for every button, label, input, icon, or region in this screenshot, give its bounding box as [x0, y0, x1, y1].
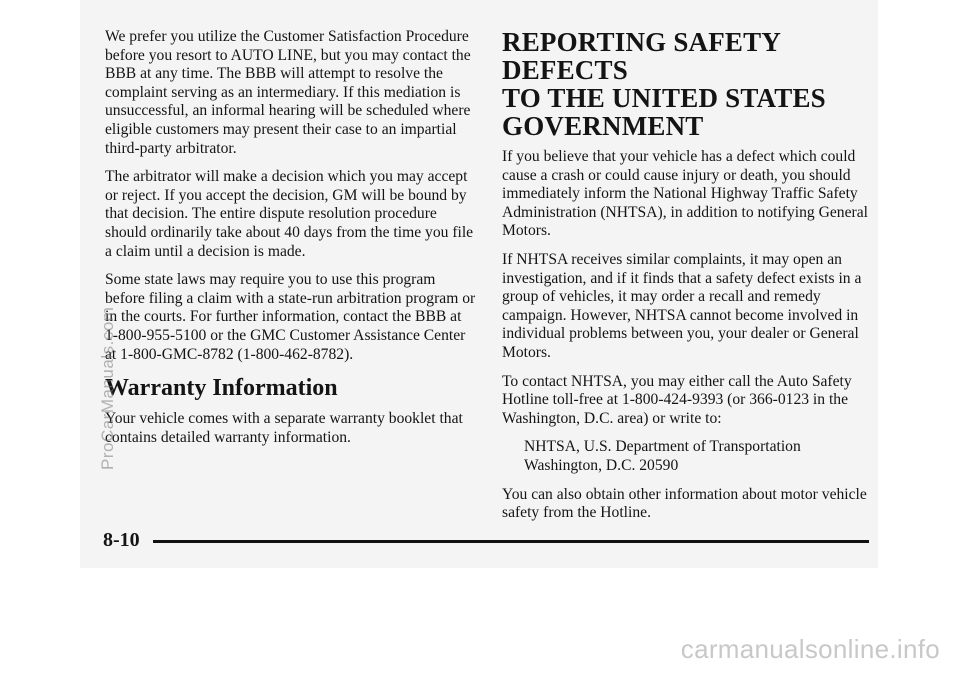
footer-rule — [153, 540, 869, 543]
paragraph-nhtsa-investigation: If NHTSA receives similar complaints, it may open an investigation, and if it finds that a safety defect exists in a group of vehicles, it may order a recall and remedy campaign. However, NHTSA cannot become involved in individual problems between you, your dealer or General Motors. — [502, 250, 862, 361]
address-line-2: Washington, D.C. 20590 — [524, 456, 679, 474]
paragraph-contact-nhtsa: To contact NHTSA, you may either call the Auto Safety Hotline toll-free at 1-800-424-9393 (or 366-0123 in the Washington, D.C. area) or write to: — [502, 372, 852, 427]
paragraph-defect-inform: If you believe that your vehicle has a defect which could cause a crash or could cause injury or death, you should immediately inform the National Highway Traffic Safety Administration (NHTSA), in addition to notifying General Motors. — [502, 148, 868, 240]
paragraph-state-laws: Some state laws may require you to use this program before filing a claim with a state-run arbitration program or in the courts. For further information, contact the BBB at 1-800-955-5100 or the GMC Customer Assistance Center at 1-800-GMC-8782 (1-800-462-8782). — [105, 271, 476, 363]
page-footer — [103, 526, 869, 556]
page-number: 8-10 — [103, 529, 140, 551]
right-column — [502, 28, 874, 533]
site-watermark[interactable]: carmanualsonline.info — [680, 634, 940, 664]
paragraph-arbitrator-decision: The arbitrator will make a decision which you may accept or reject. If you accept the decision, GM will be bound by that decision. The entire dispute resolution procedure should ordinarily take about 40 days from the time you file a claim until a decision is made. — [105, 168, 474, 260]
heading-line-1: REPORTING SAFETY DEFECTS — [502, 27, 781, 85]
side-watermark: ProCarManuals.com — [98, 306, 117, 470]
address-line-1: NHTSA, U.S. Department of Transportation — [524, 438, 801, 456]
paragraph-hotline-info: You can also obtain other information about motor vehicle safety from the Hotline. — [502, 485, 867, 522]
heading-line-3: GOVERNMENT — [502, 111, 704, 141]
heading-line-2: TO THE UNITED STATES — [502, 83, 826, 113]
left-column — [105, 28, 477, 457]
safety-defects-heading — [502, 28, 874, 140]
paragraph-customer-satisfaction: We prefer you utilize the Customer Satisfaction Procedure before you resort to AUTO LINE, but you may contact the BBB at any time. The BBB will attempt to resolve the complaint serving as an intermediary. If this mediation is unsuccessful, an informal hearing will be scheduled where eligible customers may present their case to an impartial third-party arbitrator. — [105, 28, 471, 157]
warranty-heading: Warranty Information — [105, 375, 338, 402]
paragraph-warranty: Your vehicle comes with a separate warranty booklet that contains detailed warranty information. — [105, 410, 463, 446]
address-block — [502, 438, 874, 475]
